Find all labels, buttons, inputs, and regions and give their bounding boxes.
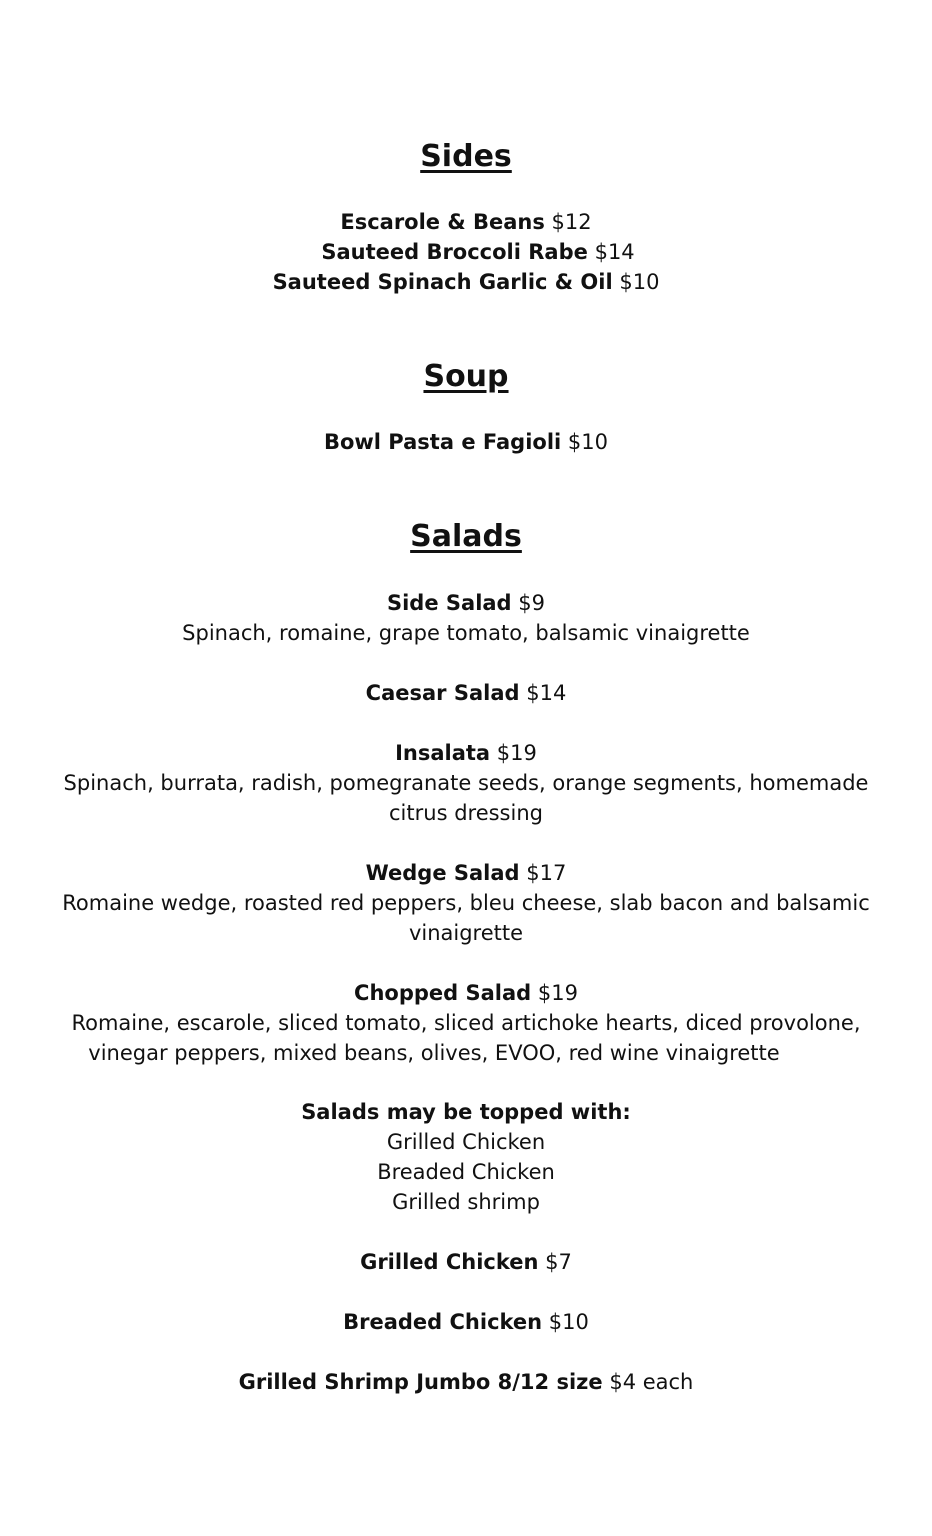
item-price: $12	[551, 210, 592, 234]
topping-option: Breaded Chicken	[377, 1160, 555, 1184]
item-name: Chopped Salad	[354, 981, 532, 1005]
item-name: Sauteed Spinach Garlic & Oil	[272, 270, 613, 294]
item-price: $10	[548, 1310, 589, 1334]
item-description: vinaigrette	[408, 921, 524, 945]
item-name: Sauteed Broccoli Rabe	[321, 240, 588, 264]
menu-item-insalata	[0, 738, 932, 768]
item-price: $7	[545, 1250, 572, 1274]
item-price: $9	[518, 591, 546, 615]
item-name: Grilled Shrimp Jumbo 8/12 size	[238, 1370, 603, 1394]
item-description: vinegar peppers, mixed beans, olives, EVOO, red wine vinaigrette	[88, 1041, 780, 1065]
menu-item-chopped-salad	[0, 978, 932, 1008]
item-description: Romaine, escarole, sliced tomato, sliced artichoke hearts, diced provolone,	[71, 1011, 861, 1035]
sides-heading: Sides	[420, 139, 512, 174]
toppings-label	[0, 1097, 932, 1127]
topping-option: Grilled shrimp	[392, 1190, 540, 1214]
item-name: Insalata	[395, 741, 491, 765]
menu-item-spinach	[0, 267, 932, 297]
menu-item-broccoli-rabe	[12, 237, 932, 267]
addon-grilled-shrimp	[0, 1367, 932, 1397]
item-price: $19	[496, 741, 537, 765]
toppings-label-text: Salads may be topped with:	[301, 1100, 631, 1124]
item-name: Bowl Pasta e Fagioli	[323, 430, 562, 454]
item-name: Caesar Salad	[365, 681, 520, 705]
item-price: $14	[594, 240, 635, 264]
item-name: Breaded Chicken	[343, 1310, 543, 1334]
salads-heading: Salads	[410, 519, 522, 554]
item-price: $14	[526, 681, 567, 705]
item-price: $19	[537, 981, 578, 1005]
addon-grilled-chicken	[0, 1247, 932, 1277]
item-price: $10	[619, 270, 660, 294]
item-name: Escarole & Beans	[340, 210, 545, 234]
item-name: Wedge Salad	[365, 861, 520, 885]
item-price: $10	[567, 430, 609, 454]
item-price: $17	[526, 861, 567, 885]
addon-breaded-chicken	[0, 1307, 932, 1337]
menu-item-side-salad	[0, 588, 932, 618]
soup-heading: Soup	[423, 359, 509, 394]
item-price: $4 each	[609, 1370, 694, 1394]
item-description: citrus dressing	[389, 801, 543, 825]
menu-item-caesar-salad	[0, 678, 932, 708]
topping-option: Grilled Chicken	[386, 1130, 546, 1154]
menu-item-pasta-fagioli	[0, 427, 932, 457]
menu-item-escarole	[0, 207, 932, 237]
item-description: Spinach, burrata, radish, pomegranate seeds, orange segments, homemade	[63, 771, 869, 795]
item-description: Spinach, romaine, grape tomato, balsamic vinaigrette	[182, 621, 750, 645]
item-name: Grilled Chicken	[360, 1250, 539, 1274]
menu-item-wedge-salad	[0, 858, 932, 888]
item-description: Romaine wedge, roasted red peppers, bleu cheese, slab bacon and balsamic	[62, 891, 870, 915]
item-name: Side Salad	[386, 591, 512, 615]
